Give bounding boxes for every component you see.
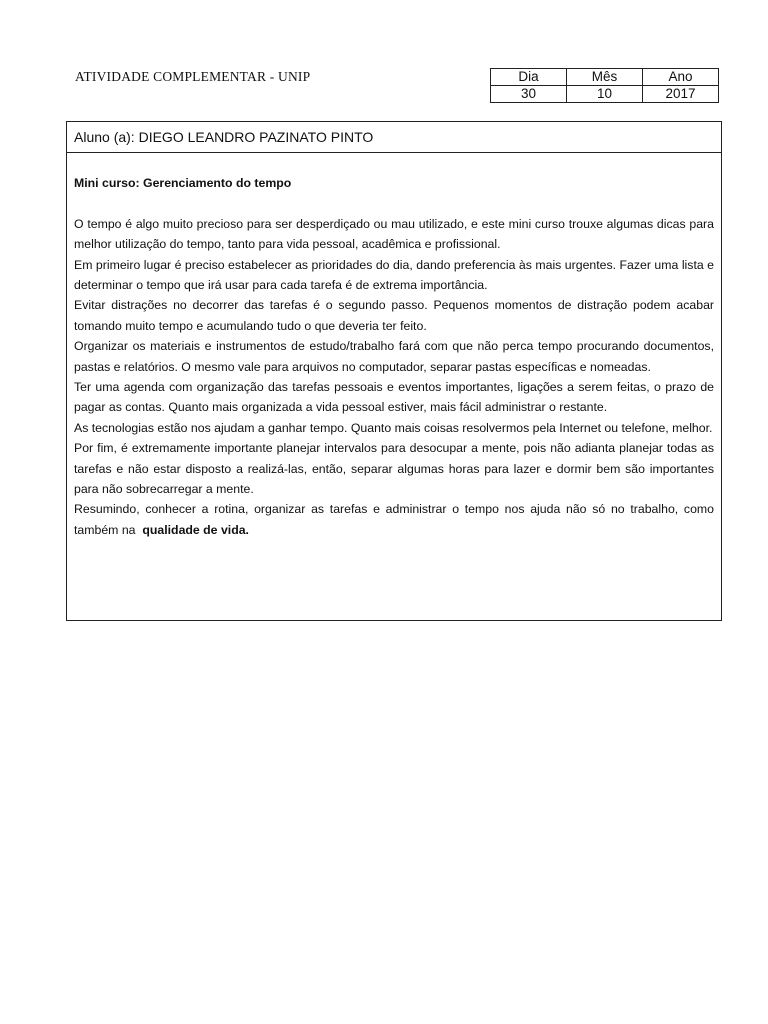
closing-bold-text: qualidade de vida.: [142, 522, 249, 537]
student-name: DIEGO LEANDRO PAZINATO PINTO: [138, 129, 374, 145]
activity-content: [67, 153, 721, 540]
day-value: 30: [491, 86, 567, 103]
closing-paragraph: [74, 499, 714, 540]
date-table: [490, 68, 719, 103]
paragraph: Em primeiro lugar é preciso estabelecer as prioridades do dia, dando preferencia às mais urgentes. Fazer uma lista e determinar o tempo que irá usar para cada tarefa é de extrema importância.: [74, 257, 714, 293]
paragraph: Organizar os materiais e instrumentos de estudo/trabalho fará com que não perca tempo procurando documentos, pastas e relatórios. O mesmo vale para arquivos no computador, separar pastas específicas e nomeadas.: [74, 339, 714, 374]
closing-text: Resumindo, conhecer a rotina, organizar as tarefas e administrar o tempo nos ajuda não só no trabalho, como também na: [74, 502, 714, 537]
activity-box: [66, 121, 722, 621]
student-label: Aluno (a):: [74, 129, 135, 145]
course-title: Mini curso: Gerenciamento do tempo: [74, 176, 292, 190]
day-label: Dia: [491, 69, 567, 86]
paragraph: Por fim, é extremamente importante planejar intervalos para desocupar a mente, pois não adianta planejar todas as tarefas e não estar disposto a realizá-las, então, separar algumas horas para lazer e dormir bem são importantes para não sobrecarregar a mente.: [74, 441, 714, 497]
date-header-row: [491, 69, 719, 86]
paragraph: O tempo é algo muito precioso para ser desperdiçado ou mau utilizado, e este mini curso trouxe algumas dicas para melhor utilização do tempo, tanto para vida pessoal, acadêmica e profissional.: [74, 216, 714, 252]
student-row: [67, 122, 721, 153]
date-value-row: [491, 86, 719, 103]
paragraph: As tecnologias estão nos ajudam a ganhar tempo. Quanto mais coisas resolvermos pela Internet ou telefone, melhor.: [74, 420, 713, 435]
paragraph: Evitar distrações no decorrer das tarefas é o segundo passo. Pequenos momentos de distração podem acabar tomando muito tempo e acumulando tudo o que deveria ter feito.: [74, 298, 714, 333]
month-label: Mês: [567, 69, 643, 86]
year-label: Ano: [643, 69, 719, 86]
year-value: 2017: [643, 86, 719, 103]
paragraph: Ter uma agenda com organização das tarefas pessoais e eventos importantes, ligações a serem feitas, o prazo de pagar as contas. Quanto mais organizada a vida pessoal estiver, mais fácil administrar o restante.: [74, 380, 714, 415]
activity-title: ATIVIDADE COMPLEMENTAR - UNIP: [75, 69, 311, 84]
month-value: 10: [567, 86, 643, 103]
